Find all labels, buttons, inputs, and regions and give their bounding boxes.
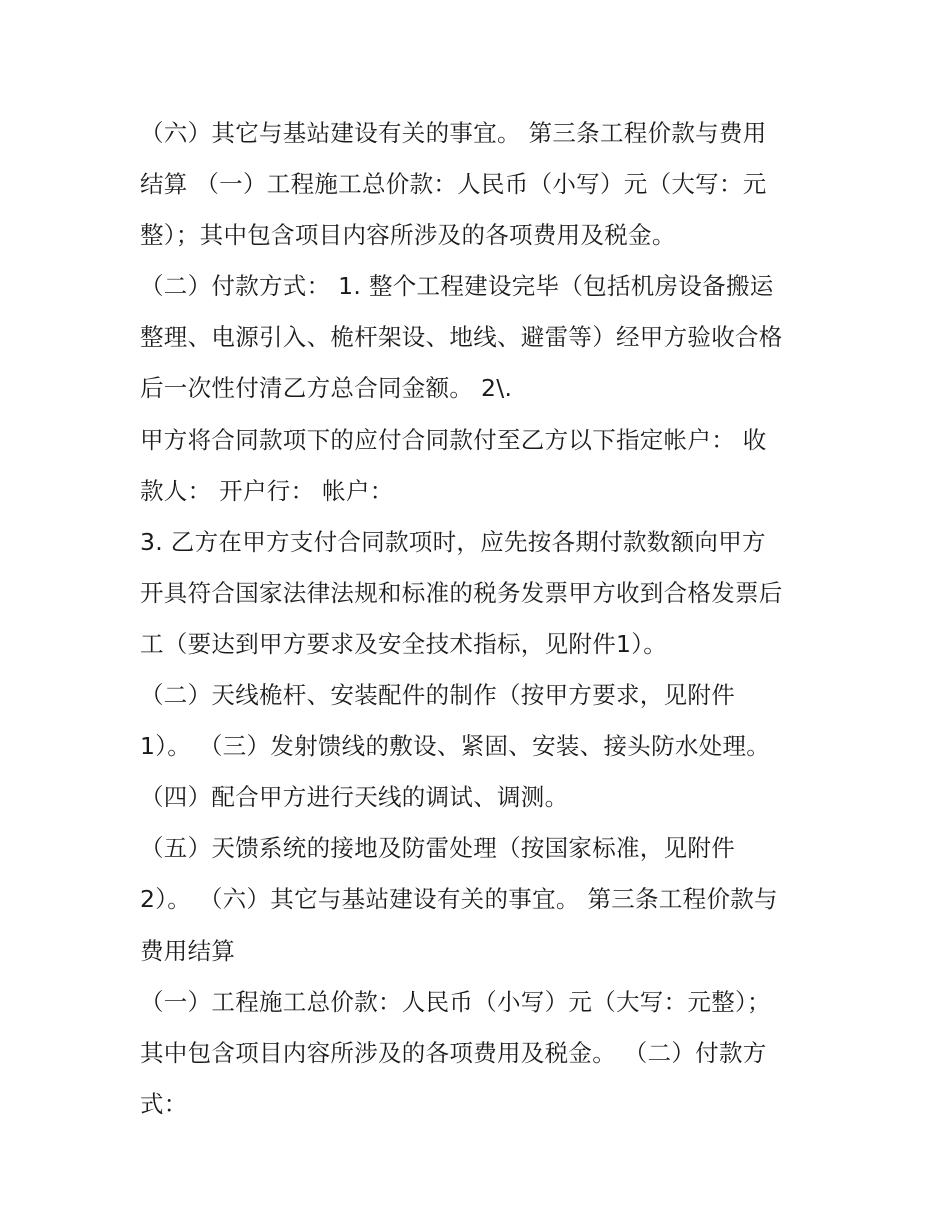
text-line: 款人： 开户行： 帐户： <box>140 476 394 505</box>
text-line: （二）天线桅杆、安装配件的制作（按甲方要求，见附件 <box>140 681 735 710</box>
text-line: 整理、电源引入、桅杆架设、地线、避雷等）经甲方验收合格 <box>140 323 783 352</box>
text-line: 甲方将合同款项下的应付合同款付至乙方以下指定帐户： 收 <box>140 425 767 454</box>
text-line: 费用结算 <box>140 936 236 965</box>
document-body <box>140 108 820 1130</box>
text-line: 其中包含项目内容所涉及的各项费用及税金。 （二）付款方 <box>140 1038 767 1067</box>
text-line: 2）。 （六）其它与基站建设有关的事宜。 第三条工程价款与 <box>140 885 778 914</box>
text-line: （五）天馈系统的接地及防雷处理（按国家标准，见附件 <box>140 834 735 863</box>
text-line: 结算 （一）工程施工总价款：人民币（小写）元（大写：元 <box>140 170 767 199</box>
text-line: （四）配合甲方进行天线的调试、调测。 <box>140 783 569 812</box>
text-line: 工（要达到甲方要求及安全技术指标，见附件1）。 <box>140 629 668 658</box>
text-line: （一）工程施工总价款：人民币（小写）元（大写：元整）； <box>140 987 771 1016</box>
text-line: 3. 乙方在甲方支付合同款项时，应先按各期付款数额向甲方 <box>140 527 766 556</box>
text-line: 整）；其中包含项目内容所涉及的各项费用及税金。 <box>140 221 676 250</box>
text-line: 开具符合国家法律法规和标准的税务发票甲方收到合格发票后 <box>140 578 783 607</box>
text-line: 1）。 （三）发射馈线的敷设、紧固、安装、接头防水处理。 <box>140 732 771 761</box>
text-line: 后一次性付清乙方总合同金额。 2\. <box>140 374 513 403</box>
text-line: 式： <box>140 1089 188 1118</box>
text-line: （六）其它与基站建设有关的事宜。 第三条工程价款与费用 <box>140 119 767 147</box>
text-line: （二）付款方式： 1. 整个工程建设完毕（包括机房设备搬运 <box>140 272 774 301</box>
